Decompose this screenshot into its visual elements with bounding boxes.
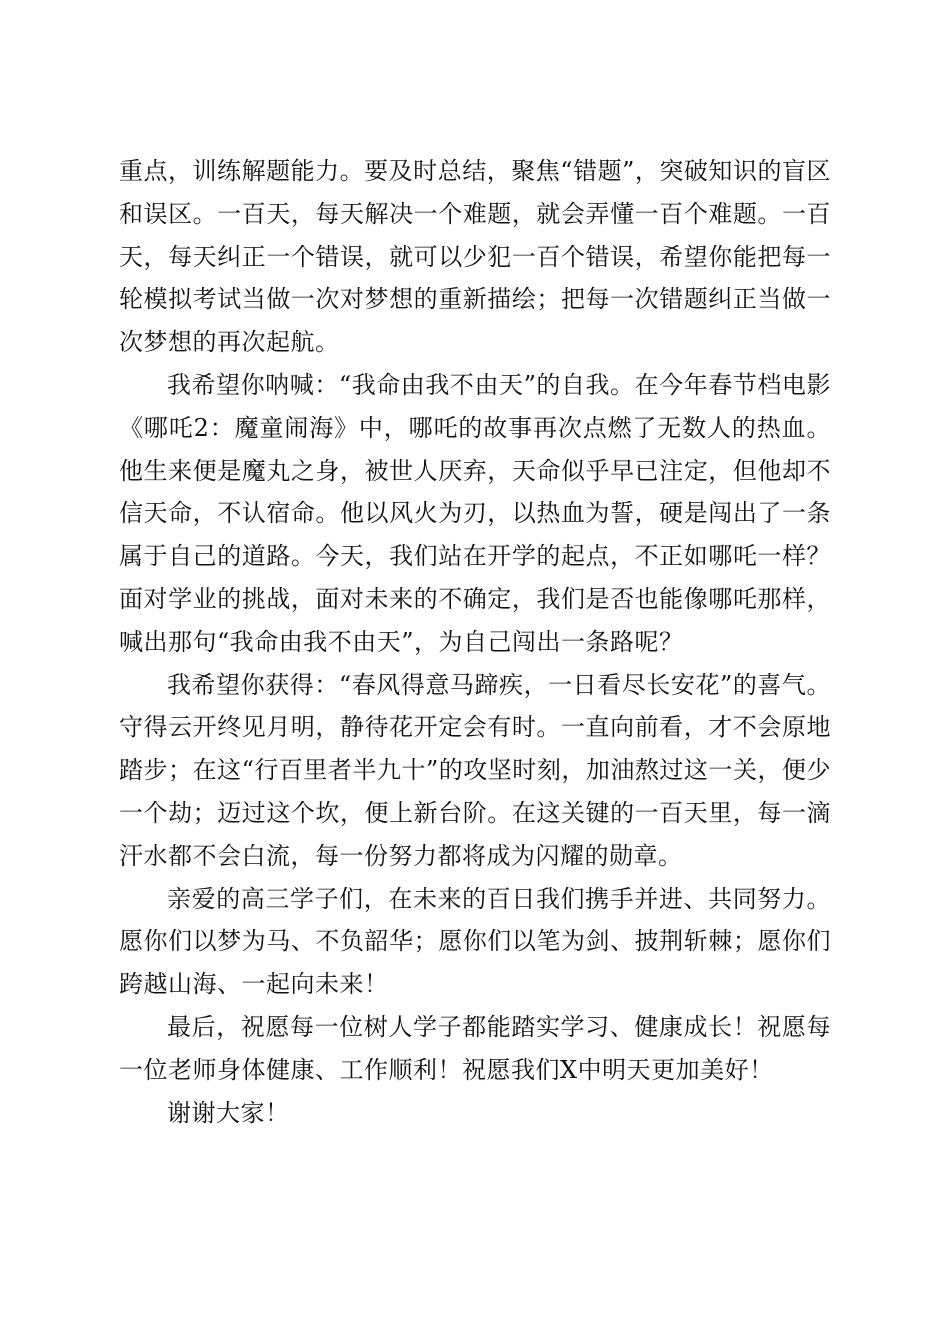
- document-body: [119, 150, 831, 1134]
- paragraph-continuation: 重点，训练解题能力。要及时总结，聚焦“错题”，突破知识的盲区和误区。一百天，每天解决一个难题，就会弄懂一百个难题。一百天，每天纠正一个错误，就可以少犯一百个错误，希望你能把每一轮模拟考试当做一次对梦想的重新描绘；把每一次错题纠正当做一次梦想的再次起航。: [119, 157, 831, 357]
- paragraph-wishes: 最后，祝愿每一位树人学子都能踏实学习、健康成长！祝愿每一位老师身体健康、工作顺利！祝愿我们X中明天更加美好！: [119, 1012, 831, 1084]
- paragraph-thanks: 谢谢大家！: [167, 1098, 290, 1127]
- paragraph-nezha: 我希望你呐喊：“我命由我不由天”的自我。在今年春节档电影《哪吒2：魔童闹海》中，哪吒的故事再次点燃了无数人的热血。他生来便是魔丸之身，被世人厌弃，天命似乎早已注定，但他却不信天命，不认宿命。他以风火为刃，以热血为誓，硬是闯出了一条属于自己的道路。今天，我们站在开学的起点，不正如哪吒一样？面对学业的挑战，面对未来的不确定，我们是否也能像哪吒那样，喊出那句“我命由我不由天”，为自己闯出一条路呢？: [119, 370, 831, 656]
- paragraph-senior-students: 亲爱的高三学子们，在未来的百日我们携手并进、共同努力。愿你们以梦为马、不负韶华；愿你们以笔为剑、披荆斩棘；愿你们跨越山海、一起向未来！: [119, 884, 831, 999]
- paragraph-spring-breeze: 我希望你获得：“春风得意马蹄疾，一日看尽长安花”的喜气。守得云开终见月明，静待花开定会有时。一直向前看，才不会原地踏步；在这“行百里者半九十”的攻坚时刻，加油熬过这一关，便少一个劫；迈过这个坎，便上新台阶。在这关键的一百天里，每一滴汗水都不会白流，每一份努力都将成为闪耀的勋章。: [119, 670, 831, 870]
